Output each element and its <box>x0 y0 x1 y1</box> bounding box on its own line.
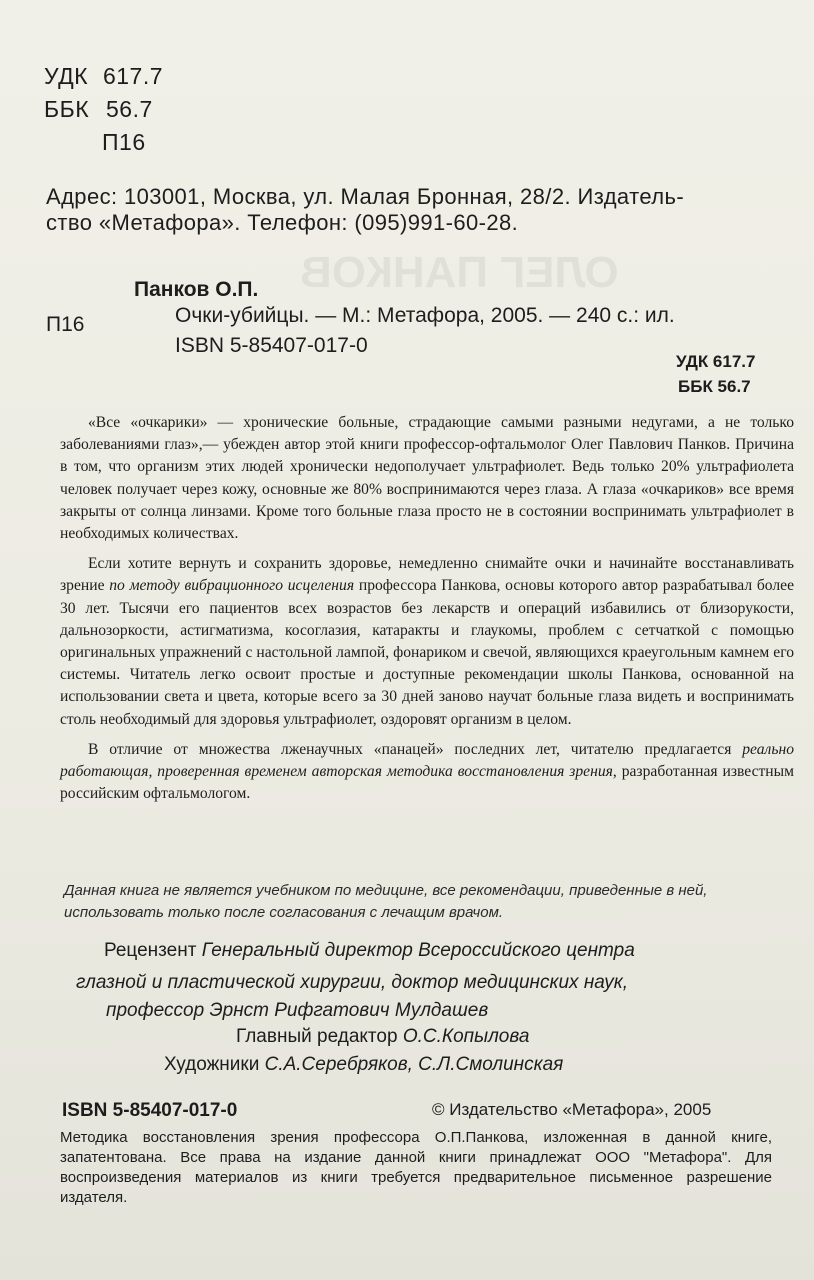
annotation <box>60 412 794 813</box>
bib-mark: П16 <box>46 313 85 336</box>
bbk-line <box>44 93 153 126</box>
reviewer-line-1 <box>104 936 635 966</box>
annotation-paragraph-2 <box>60 553 794 731</box>
bib-bbk: ББК 56.7 <box>678 377 751 396</box>
udk-code: 617.7 <box>102 63 164 89</box>
bib-isbn: ISBN 5-85407-017-0 <box>175 334 368 357</box>
publisher-address-line2: ство «Метафора». Телефон: (095)991-60-28. <box>46 210 519 235</box>
annotation-p3-text-b: , разработанная известным российским офтальмологом. <box>60 763 794 803</box>
editor-label: Главный редактор <box>236 1026 398 1047</box>
udk-line <box>44 60 163 93</box>
footer-isbn: ISBN 5-85407-017-0 <box>62 1100 238 1121</box>
annotation-p2-text-a: Если хотите вернуть и сохранить здоровье, немедленно снимайте очки и начинайте восстанавливать зрение <box>60 555 794 595</box>
publisher-address-line1: Адрес: 103001, Москва, ул. Малая Бронная, 28/2. Издатель- <box>46 184 685 209</box>
artists-label: Художники <box>164 1054 260 1075</box>
annotation-p3-text-a: В отличие от множества лженаучных «панацей» последних лет, читателю предлагается <box>88 740 743 758</box>
annotation-paragraph-3 <box>60 739 794 806</box>
bbk-label: ББК <box>44 96 90 122</box>
annotation-paragraph-1: «Все «очкарики» — хронические больные, страдающие самыми разными недугами, а не только заболеваниями глаз»,— убежден автор этой книги профессор-офтальмолог Олег Павлович Панков. Причина в том, что организм этих людей хронически недополучает ультрафиолет. Ведь только 20% ультрафиолета человек получает через кожу, основные же 80% воспринимаются через глаза. А глаза «очкариков» все время закрыты от солнца линзами. Кроме того больные глаза просто не в состоянии воспринимать ультрафиолет в необходимых количествах. <box>60 414 794 543</box>
artists-names: С.А.Серебряков, С.Л.Смолинская <box>264 1054 564 1075</box>
reviewer-title: Генеральный директор Всероссийского центра <box>201 940 635 961</box>
bib-udk: УДК 617.7 <box>676 352 756 371</box>
bleed-through-text: ОЛЕГ ПАНКОВ <box>300 248 619 297</box>
reviewer-title-cont: глазной и пластической хирургии, доктор медицинских наук, <box>76 972 628 993</box>
author-mark: П16 <box>102 129 146 155</box>
medical-disclaimer: Данная книга не является учебником по медицине, все рекомендации, приведенные в ней, использовать только после согласования с лечащим врачом. <box>64 882 708 921</box>
bib-author: Панков О.П. <box>134 278 259 301</box>
method-emphasis: реально работающая, проверенная временем авторская методика восстановления зрения <box>60 740 794 781</box>
annotation-p2-text-b: профессора Панкова, основы которого автор разрабатывал более 30 лет. Тысячи его пациентов всех возрастов без лекарств и операций избавились от близорукости, дальнозоркости, астигматизма, косоглазия, катаракты и глаукомы, проблем с сетчаткой с помощью оригинальных упражнений с настольной лампой, фонариком и свечой, являющихся краеугольным камнем его системы. Читатель легко освоит простые и доступные рекомендации школы Панкова, основанной на использовании света и цвета, которые всего за 30 дней заново научат больные глаза видеть и воспринимать столь необходимый для здоровья ультрафиолет, оздоровят организм в целом. <box>60 577 794 728</box>
bib-record: Очки-убийцы. — М.: Метафора, 2005. — 240 с.: ил. <box>175 304 675 327</box>
reviewer-name: профессор Эрнст Рифгатович Мулдашев <box>106 1000 489 1021</box>
reviewer-line-2 <box>76 968 628 998</box>
reviewer-label: Рецензент <box>104 940 197 961</box>
copyright: © Издательство «Метафора», 2005 <box>432 1100 712 1119</box>
editor-name: О.С.Копылова <box>402 1026 530 1047</box>
editor-line <box>236 1022 529 1052</box>
method-name-emphasis: по методу вибрационного исцеления <box>109 577 355 595</box>
patent-notice: Методика восстановления зрения профессора О.П.Панкова, изложенная в данной книге, запатентована. Все права на издание данной книги принадлежат ООО "Метафора". Для воспроизведения материалов из книги требуется предварительное письменное разрешение издателя. <box>60 1129 772 1206</box>
artists-line <box>164 1050 563 1080</box>
udk-label: УДК <box>44 63 89 89</box>
bbk-code: 56.7 <box>105 96 153 122</box>
